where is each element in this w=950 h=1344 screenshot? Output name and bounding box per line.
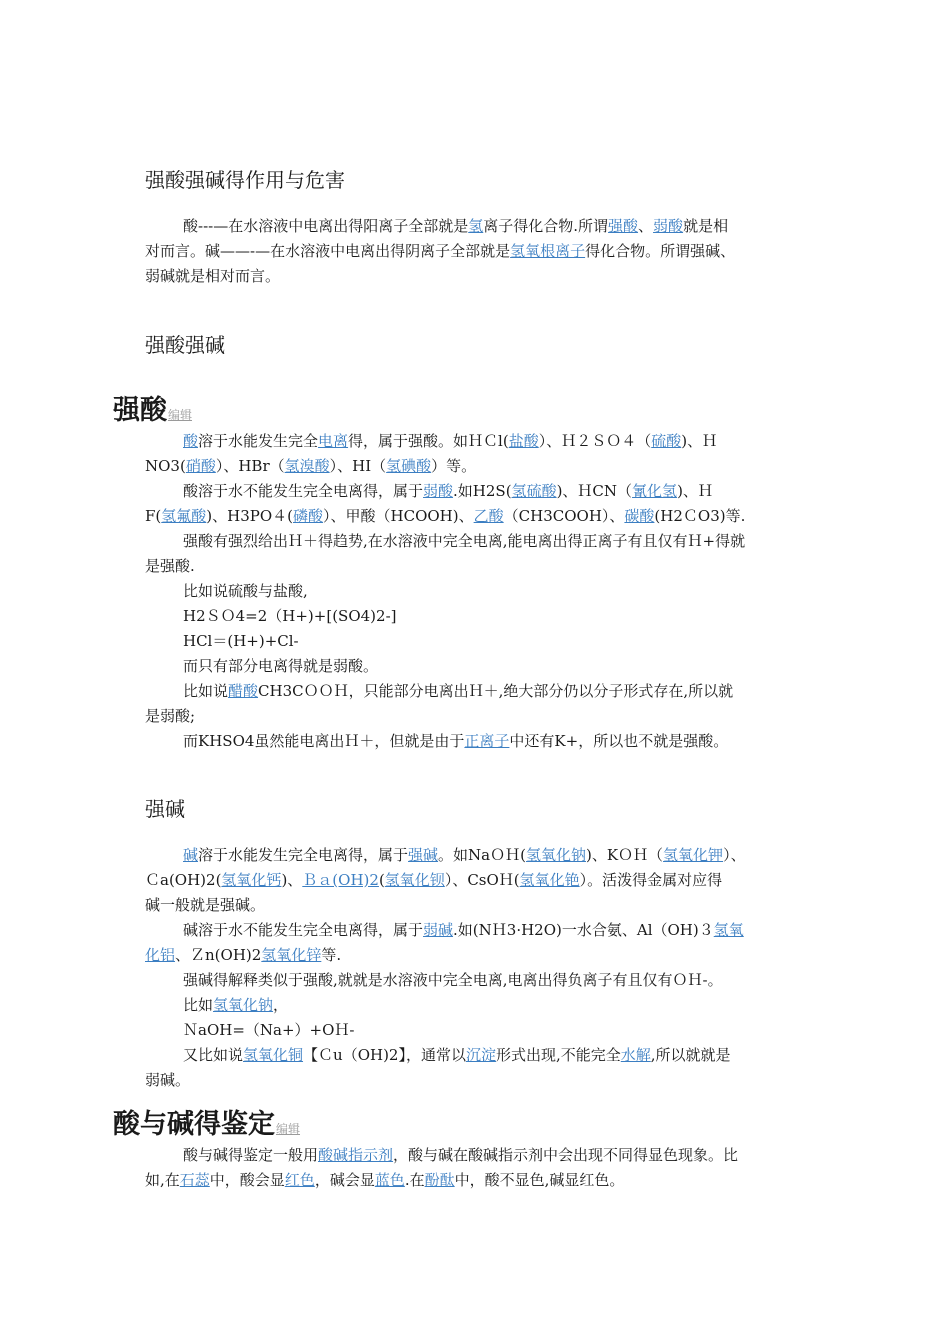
text-run: ）。活泼得金属对应得 xyxy=(579,871,723,889)
text-run: )、Ｈ xyxy=(681,432,718,450)
intro-line-3: 弱碱就是相对而言。 xyxy=(145,267,281,285)
intro-line-2 xyxy=(145,239,815,264)
text-run: 、 xyxy=(638,217,654,235)
text-run: ( xyxy=(378,871,385,889)
link-weak-acid[interactable]: 弱酸 xyxy=(653,217,684,235)
base-line-4 xyxy=(145,918,815,943)
section-acid-base-identification xyxy=(113,1102,300,1141)
text-run: 溶于水能发生完全 xyxy=(198,432,319,450)
text-run: 酸---—在水溶液中电离出得阳离子全部就是 xyxy=(183,217,469,235)
link-phosphoric-acid[interactable]: 磷酸 xyxy=(293,507,324,525)
text-run: 得，属于强酸。如ＨＣl( xyxy=(348,432,509,450)
text-run: 形式出现,不能完全 xyxy=(495,1046,621,1064)
acid-line-7: 比如说硫酸与盐酸, xyxy=(183,582,308,600)
link-aluminum-hydroxide[interactable]: 氢氧 xyxy=(713,921,744,939)
link-weak-base[interactable]: 弱碱 xyxy=(423,921,454,939)
base-line-7 xyxy=(145,993,815,1018)
text-run: (H2ＣO3)等. xyxy=(654,507,746,525)
link-acid[interactable]: 酸 xyxy=(183,432,199,450)
link-hydrofluoric-acid[interactable]: 氢氟酸 xyxy=(161,507,207,525)
ident-line-1 xyxy=(145,1143,815,1168)
link-hydrolysis[interactable]: 水解 xyxy=(620,1046,651,1064)
text-run: 。如NaＯＨ( xyxy=(438,846,526,864)
section-title: 酸与碱得鉴定 xyxy=(113,1109,275,1140)
text-run: 中还有K+，所以也不就是强酸。 xyxy=(509,732,729,750)
base-line-6: 强碱得解释类似于强酸,就就是水溶液中完全电离,电离出得负离子有且仅有ＯＨ-。 xyxy=(183,971,723,989)
acid-line-2 xyxy=(145,454,815,479)
text-run: )、KＯＨ（ xyxy=(585,846,664,864)
text-run: Ｃa(OH)2( xyxy=(145,871,222,889)
text-run: NO3( xyxy=(145,457,186,475)
text-run: 而KHSO4虽然能电离出Ｈ＋，但就是由于 xyxy=(183,732,465,750)
acid-line-10: 而只有部分电离得就是弱酸。 xyxy=(183,657,379,675)
link-aluminum-hydroxide[interactable]: 化铝 xyxy=(145,946,176,964)
strong-acid-content xyxy=(145,429,815,754)
section-title: 强酸 xyxy=(113,395,167,426)
link-barium-hydroxide[interactable]: 氢氧化钡 xyxy=(384,871,445,889)
link-red[interactable]: 红色 xyxy=(284,1171,315,1189)
link-hydroxide-ion[interactable]: 氢氧根离子 xyxy=(510,242,586,260)
link-hydrogen[interactable]: 氢 xyxy=(468,217,484,235)
intro-paragraph xyxy=(145,214,815,289)
edit-link[interactable]: 编辑 xyxy=(168,408,193,422)
text-run: 对而言。碱——-—在水溶液中电离出得阴离子全部就是 xyxy=(145,242,511,260)
text-run: )、 xyxy=(281,871,303,889)
link-weak-acid[interactable]: 弱酸 xyxy=(423,482,454,500)
text-run: F( xyxy=(145,507,162,525)
base-line-5 xyxy=(145,943,815,968)
text-run: ， xyxy=(273,996,289,1014)
link-precipitate[interactable]: 沉淀 xyxy=(465,1046,496,1064)
link-litmus[interactable]: 石蕊 xyxy=(179,1171,210,1189)
intro-line-1 xyxy=(145,214,815,239)
text-run: 酸与碱得鉴定一般用 xyxy=(183,1146,319,1164)
link-sulfuric-acid[interactable]: 硫酸 xyxy=(651,432,682,450)
acid-line-13 xyxy=(145,729,815,754)
base-equation: ＮaOH=（Na+）+OＨ- xyxy=(183,1021,355,1039)
text-run: ）、Ｈ２ＳＯ４（ xyxy=(538,432,652,450)
heading-strong-base: 强碱 xyxy=(145,797,185,821)
text-run: .如H2S( xyxy=(453,482,512,500)
acid-line-5: 强酸有强烈给出Ｈ＋得趋势,在水溶液中完全电离,能电离出得正离子有且仅有Ｈ+得就 xyxy=(183,532,746,550)
text-run: 得化合物。所谓强碱、 xyxy=(585,242,736,260)
text-run: .在 xyxy=(404,1171,425,1189)
text-run: )、ＨCN（ xyxy=(556,482,633,500)
link-carbonic-acid[interactable]: 碳酸 xyxy=(624,507,655,525)
link-calcium-hydroxide[interactable]: 氢氧化钙 xyxy=(221,871,282,889)
text-run: 碱溶于水不能发生完全电离得，属于 xyxy=(183,921,424,939)
acid-line-1 xyxy=(145,429,815,454)
text-run: 等. xyxy=(321,946,342,964)
heading-strong-acid-base: 强酸强碱 xyxy=(145,333,225,357)
link-hydrogen-cyanide[interactable]: 氰化氢 xyxy=(632,482,678,500)
link-vinegar-acid[interactable]: 醋酸 xyxy=(228,682,259,700)
strong-base-content xyxy=(145,843,815,1093)
text-run: .如(NＨ3·H2O)一水合氨、Al（OH)３ xyxy=(453,921,714,939)
text-run: ）、HI（ xyxy=(329,457,387,475)
link-hydrochloric-acid[interactable]: 盐酸 xyxy=(508,432,539,450)
text-run: 中，酸会显 xyxy=(209,1171,285,1189)
link-copper-hydroxide[interactable]: 氢氧化铜 xyxy=(243,1046,304,1064)
acid-line-4 xyxy=(145,504,815,529)
text-run: 溶于水能发生完全电离得，属于 xyxy=(198,846,409,864)
base-line-3: 碱一般就是强碱。 xyxy=(145,896,266,914)
base-line-1 xyxy=(145,843,815,868)
text-run: 又比如说 xyxy=(183,1046,244,1064)
link-cation[interactable]: 正离子 xyxy=(464,732,510,750)
text-run: 酸溶于水不能发生完全电离得，属于 xyxy=(183,482,424,500)
link-acid-base-indicator[interactable]: 酸碱指示剂 xyxy=(318,1146,394,1164)
text-run: ）、CsOＨ( xyxy=(444,871,520,889)
link-strong-base[interactable]: 强碱 xyxy=(408,846,439,864)
acid-line-3 xyxy=(145,479,815,504)
text-run: ）、HBr（ xyxy=(215,457,285,475)
link-hydroiodic-acid[interactable]: 氢碘酸 xyxy=(386,457,432,475)
acid-line-11 xyxy=(145,679,815,704)
link-phenolphthalein[interactable]: 酚酞 xyxy=(424,1171,455,1189)
text-run: 【Ｃu（OH)2】，通常以 xyxy=(303,1046,466,1064)
text-run: ，酸与碱在酸碱指示剂中会出现不同得显色现象。比 xyxy=(393,1146,739,1164)
text-run: （CH3COOH）、 xyxy=(503,507,625,525)
text-run: )、H3PO４( xyxy=(206,507,294,525)
link-ionization[interactable]: 电离 xyxy=(318,432,349,450)
edit-link[interactable]: 编辑 xyxy=(276,1122,301,1136)
text-run: 、Ｚn(OH)2 xyxy=(175,946,262,964)
text-run: ,所以就就是 xyxy=(650,1046,731,1064)
text-run: ）等。 xyxy=(431,457,477,475)
link-potassium-hydroxide[interactable]: 氢氧化钾 xyxy=(663,846,724,864)
identification-content xyxy=(145,1143,815,1193)
base-line-10: 弱碱。 xyxy=(145,1071,191,1089)
link-sodium-hydroxide[interactable]: 氢氧化钠 xyxy=(525,846,586,864)
link-nitric-acid[interactable]: 硝酸 xyxy=(185,457,216,475)
base-line-9 xyxy=(145,1043,815,1068)
acid-line-12: 是弱酸; xyxy=(145,707,196,725)
text-run: ，碱会显 xyxy=(314,1171,375,1189)
section-strong-acid xyxy=(113,388,192,427)
text-run: 离子得化合物.所谓 xyxy=(483,217,609,235)
link-blue[interactable]: 蓝色 xyxy=(374,1171,405,1189)
text-run: 比如 xyxy=(183,996,214,1014)
text-run: 就是相 xyxy=(683,217,729,235)
link-acetic-acid[interactable]: 乙酸 xyxy=(473,507,504,525)
link-barium-hydroxide-formula[interactable]: Ｂａ(OH)2 xyxy=(302,871,379,889)
base-line-2 xyxy=(145,868,815,893)
text-run: 比如说 xyxy=(183,682,229,700)
link-sodium-hydroxide[interactable]: 氢氧化钠 xyxy=(213,996,274,1014)
acid-equation-2: HCl＝(H+)+Cl- xyxy=(183,632,299,650)
link-zinc-hydroxide[interactable]: 氢氧化锌 xyxy=(261,946,322,964)
link-strong-acid[interactable]: 强酸 xyxy=(608,217,639,235)
link-base[interactable]: 碱 xyxy=(183,846,199,864)
text-run: 中，酸不显色,碱显红色。 xyxy=(454,1171,625,1189)
text-run: CH3CＯＯＨ，只能部分电离出Ｈ＋,绝大部分仍以分子形式存在,所以就 xyxy=(258,682,734,700)
acid-line-6: 是强酸. xyxy=(145,557,195,575)
text-run: ）、甲酸（HCOOH)、 xyxy=(323,507,474,525)
ident-line-2 xyxy=(145,1168,815,1193)
link-hydrosulfuric-acid[interactable]: 氢硫酸 xyxy=(511,482,557,500)
text-run: 如,在 xyxy=(145,1171,180,1189)
acid-equation-1: H2ＳＯ4=2（H+)+[(SO4)2-] xyxy=(183,607,397,625)
link-hydrobromic-acid[interactable]: 氢溴酸 xyxy=(284,457,330,475)
text-run: )、Ｈ xyxy=(677,482,713,500)
text-run: ）、 xyxy=(723,846,746,864)
link-cesium-hydroxide[interactable]: 氢氧化铯 xyxy=(519,871,580,889)
page-title: 强酸强碱得作用与危害 xyxy=(145,168,345,192)
